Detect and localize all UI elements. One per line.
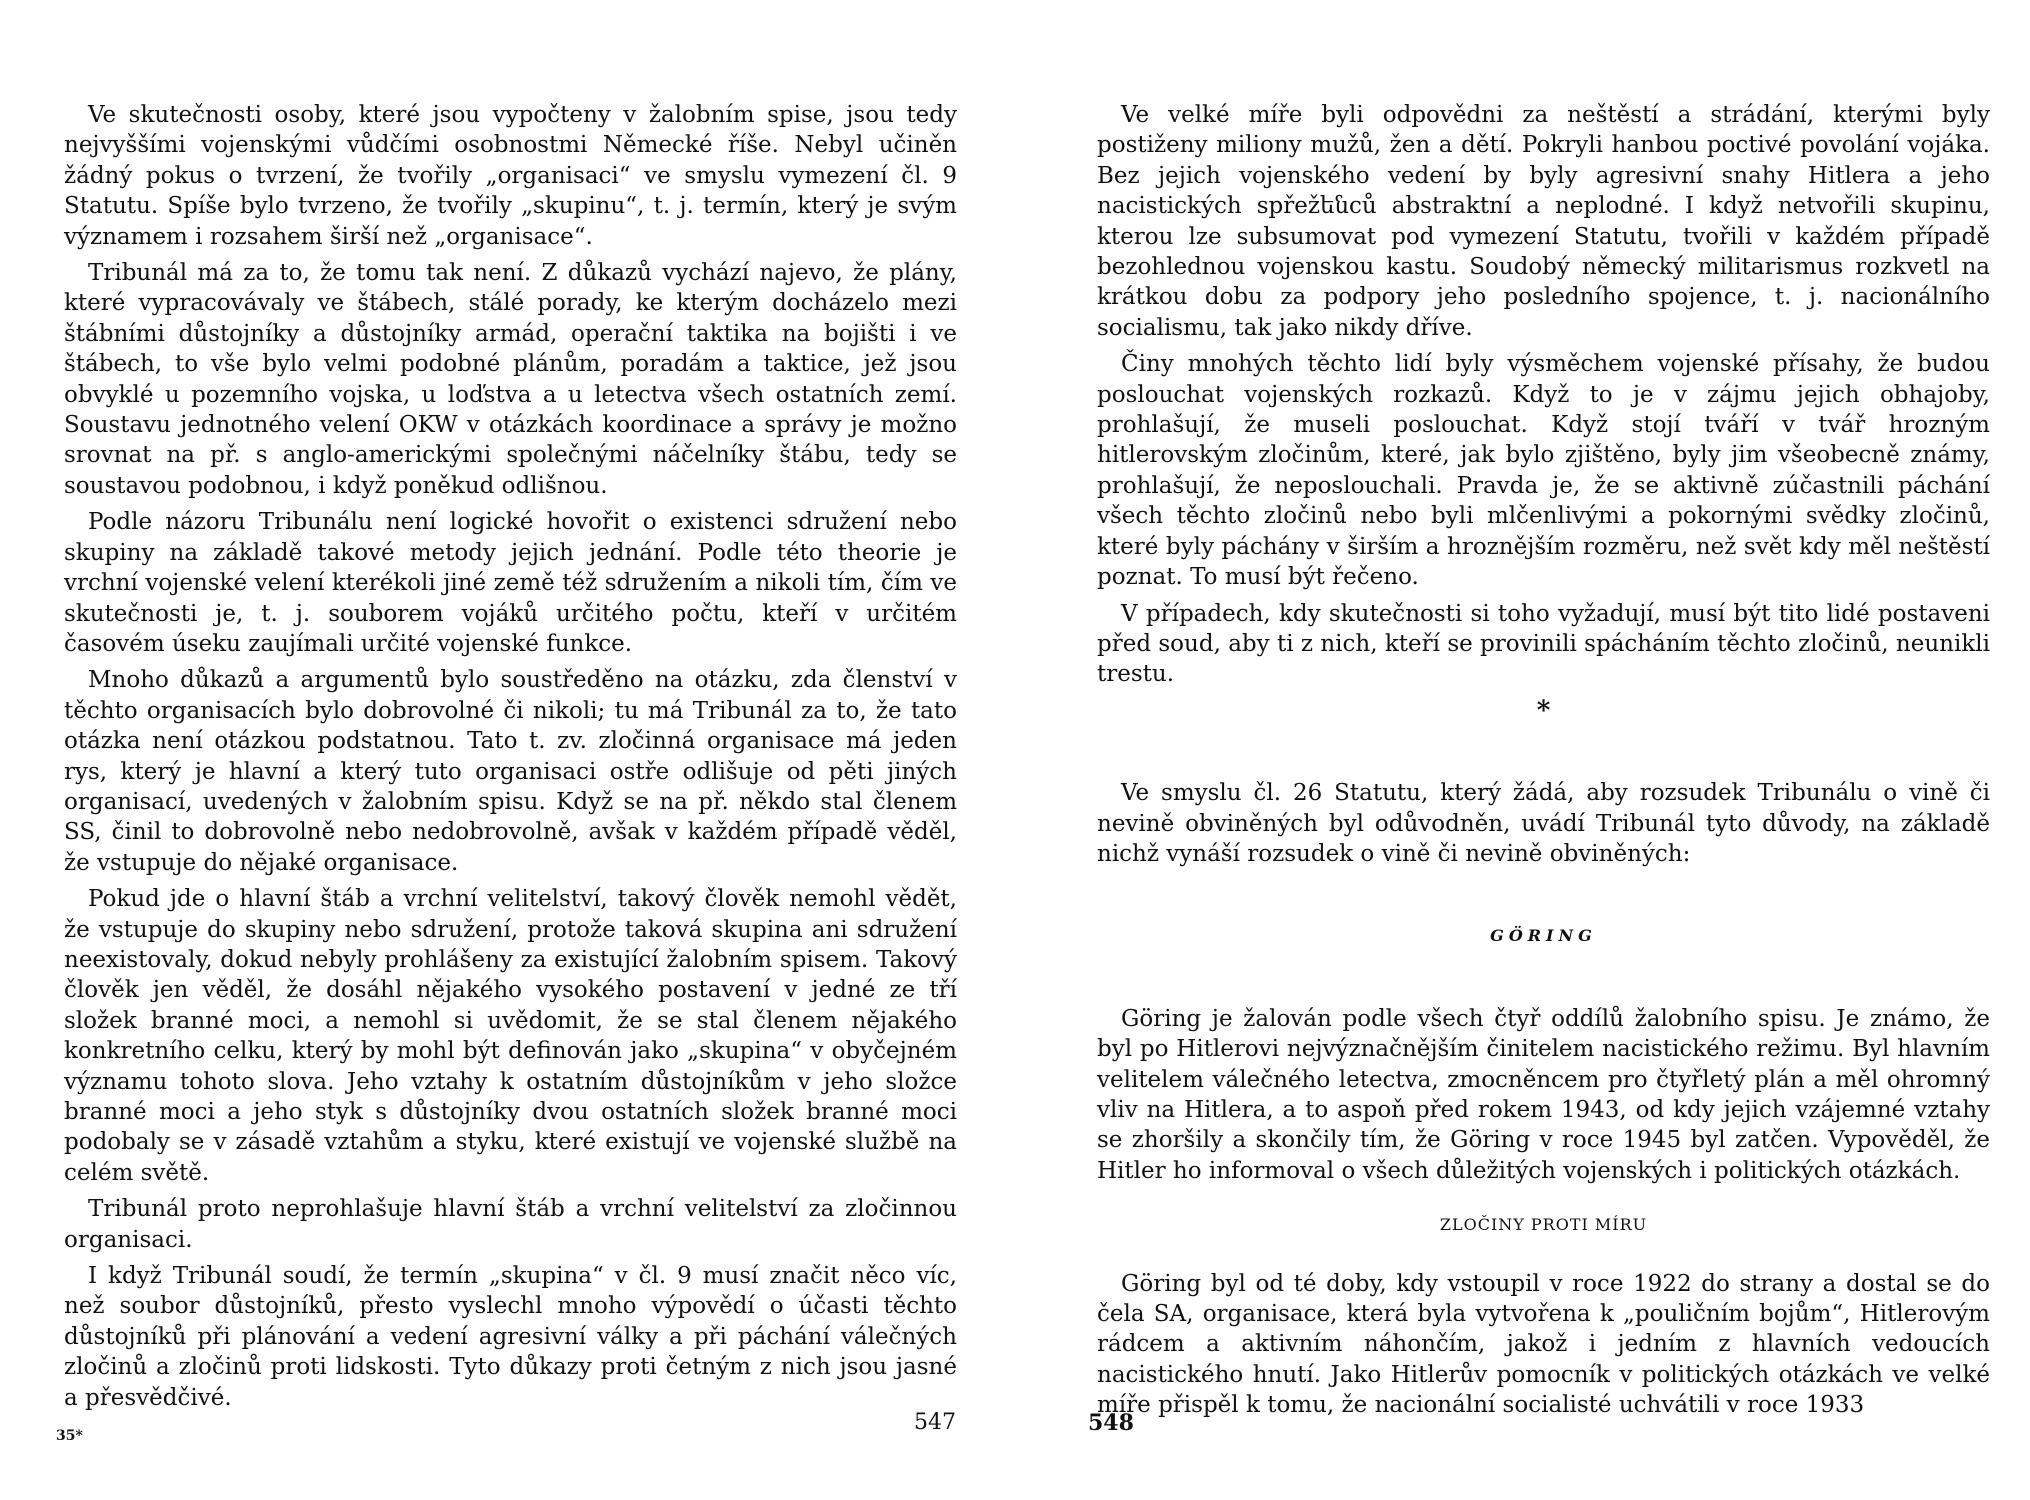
- paragraph: Ve skutečnosti osoby, které jsou vypočteny v žalobním spise, jsou tedy nejvyššími vojenskými vůdčími osobnostmi Německé říše. Nebyl učiněn žádný pokus o tvrzení, že tvořily „organisaci“ ve smyslu vymezení čl. 9 Statutu. Spíše bylo tvrzeno, že tvořily „skupinu“, t. j. termín, který je svým významem i rozsahem širší než „organisace“.: [64, 102, 957, 250]
- page-number-left: 547: [914, 1410, 956, 1435]
- sub-heading: ZLOČINY PROTI MÍRU: [1439, 1215, 1648, 1235]
- paragraph: Mnoho důkazů a argumentů bylo soustředěno na otázku, zda členství v těchto organisacích bylo dobrovolné či nikoli; tu má Tribunál za to, že tato otázka není otázkou podstatnou. Tato t. zv. zločinná organisace má jeden rys, který je hlavní a který tuto organisaci ostře odlišuje od pěti jiných organisací, uvedených v žalobním spisu. Když se na př. někdo stal členem SS, činil to dobrovolně nebo nedobrovolně, avšak v každém případě věděl, že vstupuje do nějaké organisace.: [64, 667, 957, 876]
- paragraph: I když Tribunál soudí, že termín „skupina“ v čl. 9 musí značit něco víc, než soubor důstojníků, přesto vyslechl mnoho výpovědí o účasti těchto důstojníků při plánování a vedení agresivní války a při páchání válečných zločinů a zločinů proti lidskosti. Tyto důkazy proti četným z nich jsou jasné a přesvědčivé.: [64, 1263, 957, 1411]
- page-number-right: 548: [1088, 1410, 1134, 1436]
- paragraph: Ve velké míře byli odpovědni za neštěstí a strádání, kterými byly postiženy miliony mužů, žen a dětí. Pokryli hanbou poctivé povolání vojáka. Bez jejich vojenského vedení by byly agresivní snahy Hitlera a jeho nacistických spřežենců abstraktní a neplodné. I když netvořili skupinu, kterou lze subsumovat pod vymezení Statutu, tvořili v každém případě bezohlednou vojenskou kastu. Soudobý německý militarismus rozkvetl na krátkou dobu za podpory jeho posledního spojence, t. j. nacionálního socialismu, tak jako nikdy dříve.: [1097, 102, 1990, 341]
- right-page-text: [1097, 100, 1990, 1427]
- paragraph: Tribunál proto neprohlašuje hlavní štáb a vrchní velitelství za zločinnou organisaci.: [64, 1196, 957, 1253]
- paragraph-peace: Göring byl od té doby, kdy vstoupil v roce 1922 do strany a dostal se do čela SA, organisace, která byla vytvořena k „pouličním bojům“, Hitlerovým rádcem a aktivním náhončím, jakož i jedním z hlavních vedoucích nacistického hnutí. Jako Hitlerův pomocník v politických otázkách ve velké míře přispěl k tomu, že nacionální socialisté uchvátili v roce 1933: [1097, 1270, 1990, 1419]
- right-page: [1015, 0, 2030, 1500]
- paragraph-goring: Göring je žalován podle všech čtyř oddílů žalobního spisu. Je známo, že byl po Hitlerovi nejvýznačnějším činitelem nacistického režimu. Byl hlavním velitelem válečného letectva, zmocněncem pro čtyřletý plán a měl ohromný vliv na Hitlera, a to aspoň před rokem 1943, od kdy jejich vzájemné vztahy se zhoršily a skončily tím, že Göring v roce 1945 byl zatčen. Vypověděl, že Hitler ho informoval o všech důležitých vojenských i politických otázkách.: [1097, 1005, 1990, 1184]
- signature-mark: 35*: [56, 1428, 83, 1444]
- section-separator: *: [1536, 695, 1551, 726]
- paragraph: Pokud jde o hlavní štáb a vrchní velitelství, takový člověk nemohl vědět, že vstupuje do skupiny nebo sdružení, protože taková skupina ani sdružení neexistovaly, dokud nebyly prohlášeny za existující žalobním spisem. Takový člověk jen věděl, že dosáhl nějakého vysokého postavení v jedné ze tří složek branné moci, a nemohl si uvědomit, že se stal členem nějakého konkretního celku, který by mohl být definován jako „skupina“ v obyčejném významu tohoto slova. Jeho vztahy k ostatním důstojníkům v jeho složce branné moci a jeho styk s důstojníky dvou ostatních složek branné moci podobaly se v zásadě vztahům a styku, které existují ve vojenské službě na celém světě.: [64, 886, 957, 1186]
- paragraph-statute: Ve smyslu čl. 26 Statutu, který žádá, aby rozsudek Tribunálu o vině či nevině obviněných byl odůvodněn, uvádí Tribunál tyto důvody, na základě nichž vynáší rozsudek o vině či nevině obviněných:: [1097, 780, 1990, 867]
- section-heading: GÖRING: [1490, 926, 1597, 946]
- paragraph: Podle názoru Tribunálu není logické hovořit o existenci sdružení nebo skupiny na základě takové metody jejich jednání. Podle této theorie je vrchní vojenské velení kterékoli jiné země též sdružením a nikoli tím, čím ve skutečnosti je, t. j. souborem vojáků určitého počtu, kteří v určitém časovém úseku zaujímali určité vojenské funkce.: [64, 509, 957, 657]
- paragraph: Činy mnohých těchto lidí byly výsměchem vojenské přísahy, že budou poslouchat vojenských rozkazů. Když to je v zájmu jejich obhajoby, prohlašují, že museli poslouchat. Když stojí tváří v tvář hrozným hitlerovským zločinům, které, jak bylo zjištěno, byly jim všeobecně známy, prohlašují, že neposlouchali. Pravda je, že se aktivně zúčastnili páchání všech těchto zločinů nebo byli mlčenlivými a pokornými svědky zločinů, které byly páchány v širším a hroznějším rozměru, než svět kdy měl neštěstí poznat. To musí být řečeno.: [1097, 351, 1990, 591]
- paragraph: Tribunál má za to, že tomu tak není. Z důkazů vychází najevo, že plány, které vypracovávaly ve štábech, stálé porady, ke kterým docházelo mezi štábními důstojníky a důstojníky armád, operační taktika na bojišti i ve štábech, to vše bylo velmi podobné plánům, poradám a taktice, jež jsou obvyklé u pozemního vojska, u loďstva a u letectva všech ostatních zemí. Soustavu jednotného velení OKW v otázkách koordinace a správy je možno srovnat na př. s anglo-americkými společnými náčelníky štábu, tedy se soustavou podobnou, i když poněkud odlišnou.: [64, 260, 957, 499]
- paragraph: V případech, kdy skutečnosti si toho vyžadují, musí být tito lidé postaveni před soud, aby ti z nich, kteří se provinili spácháním těchto zločinů, neunikli trestu.: [1097, 600, 1990, 688]
- left-page-text: [64, 100, 957, 1419]
